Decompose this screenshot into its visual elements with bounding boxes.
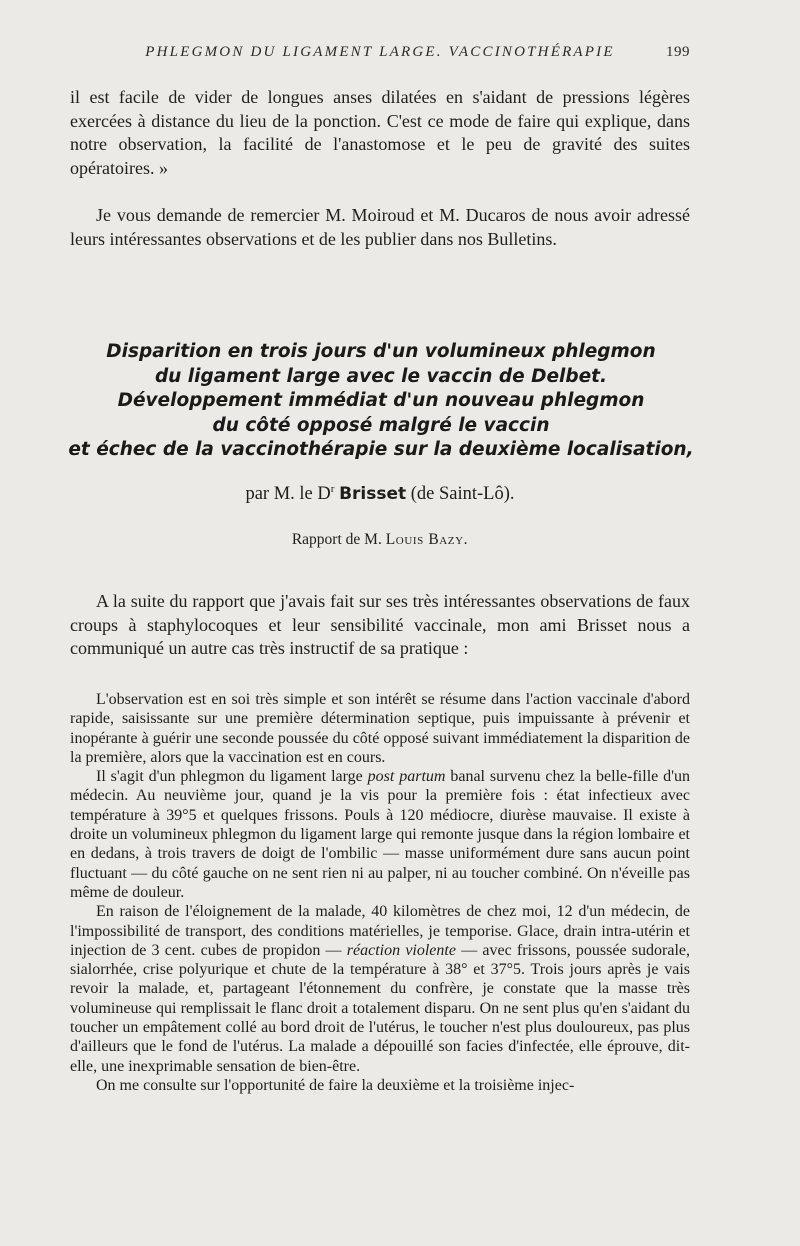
observation-text [70, 690, 690, 1095]
observation-paragraph-2 [70, 767, 690, 902]
observation-paragraph-3 [70, 902, 690, 1076]
lead-paragraph: A la suite du rapport que j'avais fait sur ses très intéressantes observations de faux croups à staphylocoques et leur sensibilité vaccinale, mon ami Brisset nous a communiqué un autre cas très instructif de sa pratique : [70, 591, 690, 658]
title-line-4: du côté opposé malgré le vaccin [212, 414, 550, 436]
obs-p3-end: — avec frissons, poussée sudorale, sialorrhée, crise polyurique et chute de la température à 38° et 37°5. Trois jours après je vais revoir la malade, et, partageant l'étonnement du confrère, je constate que la masse très volumineuse qui remplissait le flanc droit a totalement disparu. On ne sent plus qu'en s'aidant du toucher un empâtement collé au bord droit de l'utérus, le toucher n'est plus douloureux, pas plus d'ailleurs que le fond de l'utérus. La malade a dépouillé son facies d'infectée, elle éprouve, dit-elle, une inexprimable sensation de bien-être. [70, 941, 690, 1075]
title-line-1: Disparition en trois jours d'un volumineux phlegmon [106, 341, 656, 362]
reporter-name: Louis Bazy. [385, 531, 469, 548]
observation-paragraph-1: L'observation est en soi très simple et son intérêt se résume dans l'action vaccinale d'abord rapide, saisissante sur une première détermination septique, puis impuissante à prévenir et inopérante à guérir une seconde poussée du côté opposé suivant immédiatement la disparition de la première, alors que la vaccination est en cours. [70, 691, 690, 766]
report-line [70, 531, 690, 549]
page-number: 199 [666, 44, 690, 60]
title-line-3: Développement immédiat d'un nouveau phlegmon [117, 390, 645, 411]
lead-section [70, 590, 690, 661]
article-title [62, 340, 700, 463]
author-line [70, 483, 690, 505]
obs-p2-italic: post partum [367, 768, 446, 786]
observation-paragraph-4: On me consulte sur l'opportunité de faire la deuxième et la troisième injec- [96, 1076, 575, 1094]
title-line-2: du ligament large avec le vaccin de Delbet. [154, 365, 608, 387]
intro-section [70, 86, 690, 180]
title-line-5: et échec de la vaccinothérapie sur la deuxième localisation, [68, 439, 694, 460]
author-title-sup: r [330, 483, 335, 495]
author-place: (de Saint-Lô). [410, 484, 515, 505]
running-title: PHLEGMON DU LIGAMENT LARGE. VACCINOTHÉRAPIE [145, 44, 615, 60]
intro-section-2 [70, 204, 690, 251]
obs-p2-start: Il s'agit d'un phlegmon du ligament large [96, 768, 363, 786]
report-prefix: Rapport de M. [291, 531, 382, 548]
obs-p3-italic: réaction violente [346, 941, 456, 959]
author-prefix: par M. le D [245, 484, 331, 505]
intro-paragraph-2: Je vous demande de remercier M. Moiroud et M. Ducaros de nous avoir adressé leurs intéressantes observations et de les publier dans nos Bulletins. [70, 205, 690, 249]
obs-p3-start: En raison de l'éloignement de la malade, 40 kilomètres de chez moi, 12 d'un médecin, de l'impossibilité de transport, des conditions matérielles, je temporise. Glace, drain intra-utérin et injection de 3 cent. cubes de propidon — [70, 903, 690, 959]
obs-p2-end: banal survenu chez la belle-fille d'un médecin. Au neuvième jour, quand je la vis pour la première fois : état infectieux avec température à 39°5 et quelques frissons. Pouls à 120 médiocre, diurèse mauvaise. Il existe à droite un volumineux phlegmon du ligament large qui remonte jusque dans la région lombaire et en dedans, à trois travers de doigt de l'ombilic — masse uniformément dure sans aucun point fluctuant — du côté gauche on ne sent rien ni au palper, ni au toucher combiné. On n'éveille pas même de douleur. [70, 768, 691, 901]
running-header [70, 44, 690, 61]
intro-paragraph-1: il est facile de vider de longues anses dilatées en s'aidant de pressions légères exercées à distance du lieu de la ponction. C'est ce mode de faire qui explique, dans notre observation, la facilité de l'anastomose et le peu de gravité des suites opératoires. » [70, 87, 690, 178]
author-name: Brisset [339, 484, 407, 505]
